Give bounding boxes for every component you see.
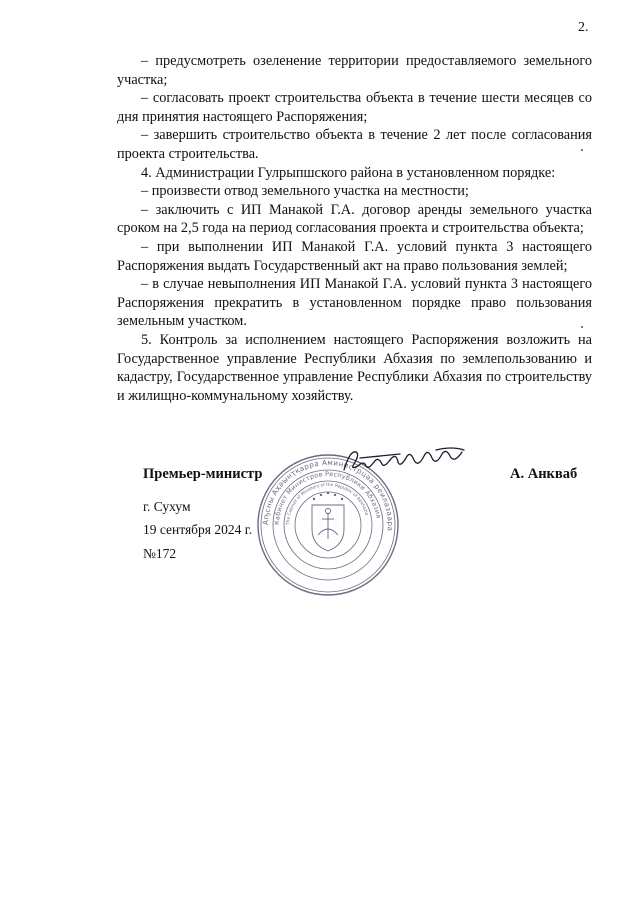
document-date: 19 сентября 2024 г. <box>143 522 253 537</box>
stamp-inner-text: The Cabinet of Ministers of the Republic of Abkhazia <box>285 482 369 526</box>
paragraph-3: – завершить строительство объекта в течение 2 лет после согласования проекта строительства. <box>117 127 592 162</box>
paragraph-2: – согласовать проект строительства объекта в течение шести месяцев со дня принятия настоящего Распоряжения; <box>117 90 592 125</box>
paragraph-9: 5. Контроль за исполнением настоящего Распоряжения возложить на Государственное управление Республики Абхазия по землепользованию и кадастру, Государственное управление Республики Абхазия по строительству и жилищно-коммунальному хозяйству. <box>117 331 592 404</box>
stamp-outer-text: Аҧсны Аҳәынҭқарра Аминистрцәа реилазаара <box>260 457 396 532</box>
document-place: г. Сухум <box>143 499 191 514</box>
paragraph-8: – в случае невыполнения ИП Манакой Г.А. условий пункта 3 настоящего Распоряжения прекратить в установленном порядке право пользования земельным участком. <box>117 276 592 330</box>
paragraph-5: – произвести отвод земельного участка на местности; <box>141 183 469 200</box>
star-icon <box>313 492 343 500</box>
stamp-middle-text: Кабинет Министров Республики Абхазия <box>273 470 382 526</box>
signatory-name: А. Анкваб <box>510 466 578 482</box>
paragraph-1: – предусмотреть озеленение территории предоставляемого земельного участка; <box>117 53 592 88</box>
page-number: 2. <box>578 20 589 35</box>
scan-speck <box>581 149 583 151</box>
document-body <box>117 52 592 405</box>
signatory-title: Премьер-министр <box>143 466 263 482</box>
document-number: №172 <box>143 546 177 561</box>
scan-speck <box>581 326 583 328</box>
handwritten-signature <box>340 444 470 478</box>
paragraph-4: 4. Администрации Гулрыпшского района в установленном порядке: <box>141 164 556 181</box>
coat-of-arms-icon <box>312 505 344 551</box>
paragraph-6: – заключить с ИП Манакой Г.А. договор аренды земельного участка сроком на 2,5 года на период согласования проекта и строительства объекта; <box>117 201 592 237</box>
paragraph-7: – при выполнении ИП Манакой Г.А. условий пункта 3 настоящего Распоряжения выдать Государственный акт на право пользования землей; <box>117 238 592 274</box>
